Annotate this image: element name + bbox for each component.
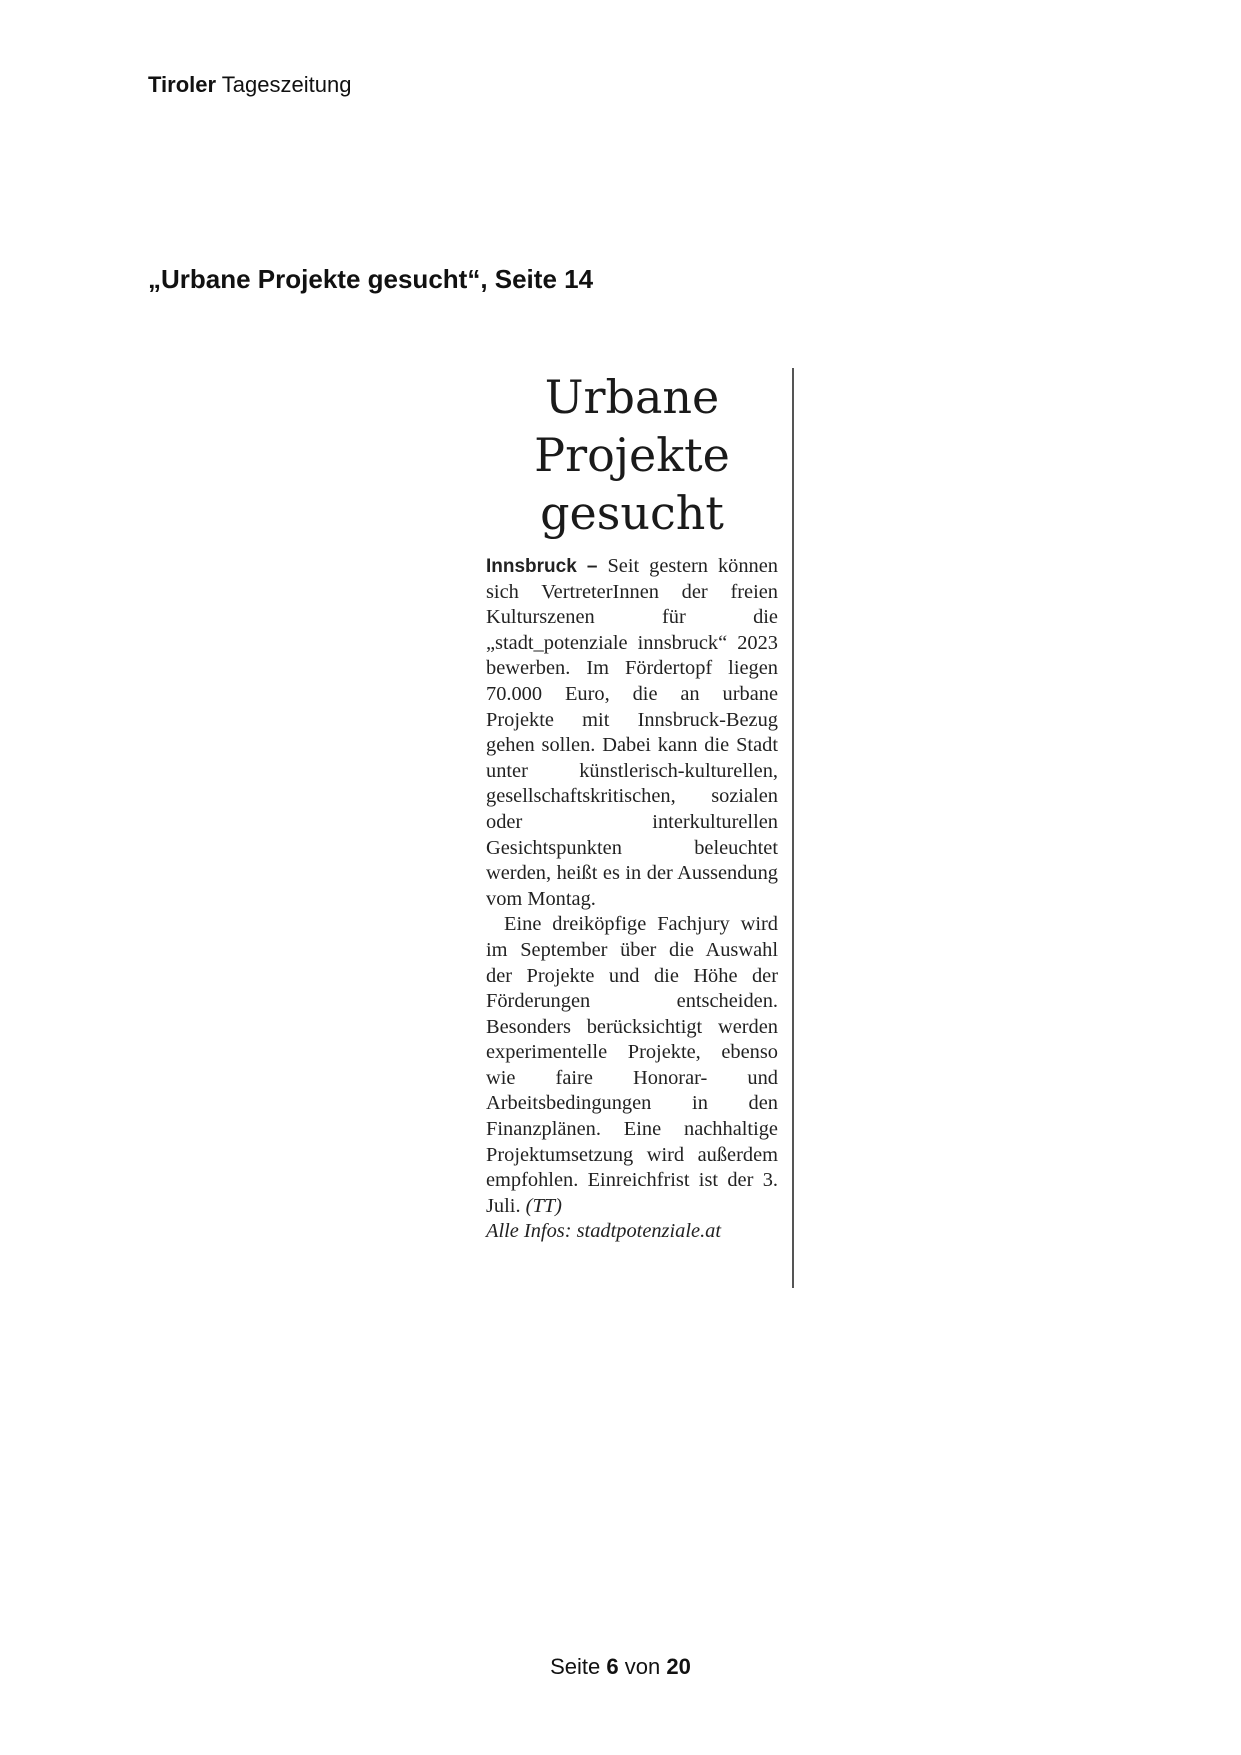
- page-middle: von: [624, 1654, 661, 1679]
- page-prefix: Seite: [550, 1654, 601, 1679]
- publication-name-rest: Tageszeitung: [221, 72, 352, 97]
- article-reference: „Urbane Projekte gesucht“, Seite 14: [148, 264, 594, 294]
- article-body: [486, 554, 778, 1245]
- page-footer: [0, 1654, 1241, 1680]
- total-pages: 20: [666, 1654, 691, 1679]
- article-paragraph: [486, 912, 778, 1219]
- headline-line: Projekte: [534, 428, 730, 482]
- headline-line: Urbane: [544, 370, 720, 424]
- paragraph-text: Seit gestern können sich VertreterInnen der freien Kulturszenen für die „stadt_potenziale innsbruck“ 2023 bewerben. Im Fördertopf liegen 70.000 Euro, die an urbane Projekte mit Innsbruck-Bezug gehen sollen. Dabei kann die Stadt unter künstlerisch-kulturellen, gesellschaftskritischen, sozialen oder interkulturellen Gesichtspunkten beleuchtet werden, heißt es in der Aussendung vom Montag.: [486, 555, 778, 910]
- paragraph-text: Eine dreiköpfige Fachjury wird im September über die Auswahl der Projekte und die Höhe der Förderungen entscheiden. Besonders berücksichtigt werden experimentelle Projekte, ebenso wie faire Honorar- und Arbeitsbedingungen in den Finanzplänen. Eine nachhaltige Projektumsetzung wird außerdem empfohlen. Einreichfrist ist der 3. Juli.: [486, 913, 778, 1217]
- publication-name-bold: Tiroler: [148, 72, 217, 97]
- headline-line: gesucht: [540, 486, 724, 540]
- article-paragraph: [486, 554, 778, 912]
- dateline: Innsbruck –: [486, 556, 598, 577]
- newspaper-clipping: [486, 368, 794, 1288]
- current-page: 6: [606, 1654, 619, 1679]
- info-line: Alle Infos: stadtpotenziale.at: [486, 1220, 722, 1243]
- article-headline: [486, 368, 778, 542]
- publication-name: [148, 72, 351, 98]
- source-tag: (TT): [525, 1194, 562, 1217]
